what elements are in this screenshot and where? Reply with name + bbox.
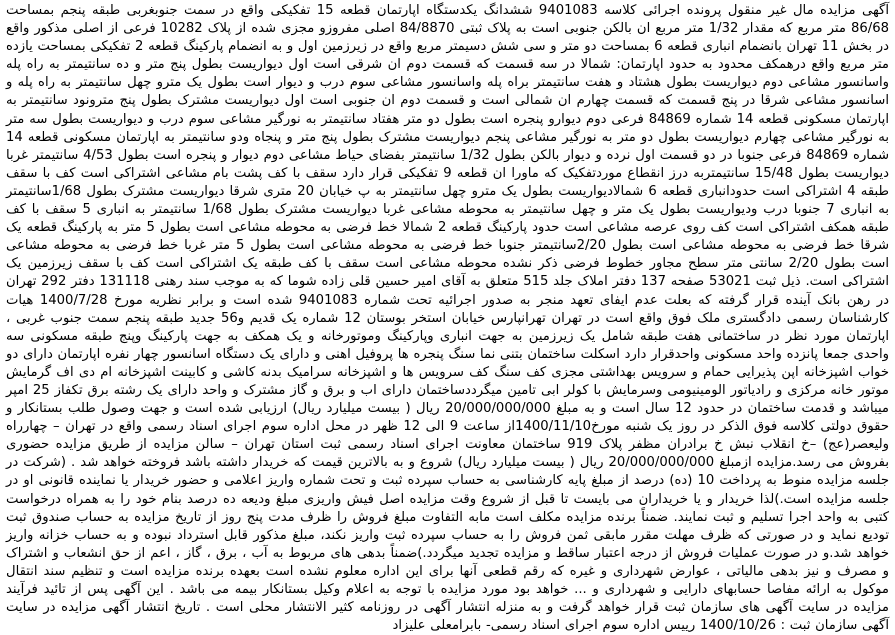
- auction-notice-text: آگهی مزایده مال غیر منقول پرونده اجرائی کلاسه 9401083 ششدانگ یکدستگاه اپارتمان قطعه 15 تفکیکی واقع در سمت جنوبغربی طبقه پنجم بمساحت 86/68 متر مربع که مقدار 1/32 متر مربع ان بالکن جنوبی است به پلاک ثبتی 84/8870 اصلی مفروزو مجزی شده از پلاک 10282 فرعی از اصلی مذکور واقع در بخش 11 تهران بانضمام انباری قطعه 6 بمساحت دو متر و سی شش دسیمتر مربع واقع در زیرزمین اول و به انضمام پارکینگ قطعه 2 تفکیکی بمساحت یازده متر مربع واقع درهمکف محدود به حدود اپارتمان: شمالا در سه قسمت که قسمت دوم ان شرقی است اول دیواریست بطول پنج متر و ده سانتیمتر به راه پله واسانسور مشاعی دوم دیواریست بطول هشتاد و هفت سانتیمتر براه پله واسانسور مشاعی سوم درب و دیوار است بطول یک مترو چهل سانتیمتر به راه پله و اسانسور مشاعی شرقا در پنج قسمت که قسمت چهارم ان شمالی است و قسمت دوم ان جنوبی است اول دیواریست مشترک بطول پنج مترونود سانتیمتر به اپارتمان مسکونی قطعه 14 شماره 84869 فرعی دوم دیوارو پنجره است بطول دو متر هفتاد سانتیمتر به نورگیر مشاعی سوم درب و دیواریست بطول سه متر به نورگیر مشاعی چهارم دیواریست بطول دو متر به نورگیر مشاعی پنجم دیواریست مشترک بطول پنج متر و پنجاه ودو سانتیمتر به اپارتمان مسکونی قطعه 14 شماره 84869 فرعی جنوبا در دو قسمت اول نرده و دیوار بالکن بطول 1/32 سانتیمتر بفضای حیاط مشاعی دوم دیوار و پنجره است بطول 4/53 سانتیمتر غربا دیواریست بطول 15/48 سانتیمتربه درز انقطاع موردتفکیک که ماورا ان قطعه 9 تفکیکی قرار دارد سقف با کف پشت بام مشاعی اشتراکی است کف با سقف طبقه 4 اشتراکی است حدودانباری قطعه 6 شمالادیواریست بطول یک مترو چهل سانتیمتر به پ خیابان 20 متری شرقا دیواریست مشترک بطول 1/68سانتیمتر به انباری 7 جنوبا درب ودیواریست بطول یک متر و چهل سانتیمتر به محوطه مشاعی غربا دیواریست مشترک بطول 1/68 سانتیمتر به انباری 5 سقف با کف طبقه همکف اشتراکی است کف روی عرصه مشاعی است حدود پارکینگ قطعه 2 شمالا خط فرضی به محوطه مشاعی است بطول 5 متر به پارکینگ قطعه یک شرقا خط فرضی به محوطه مشاعی است بطول 2/20سانتیمتر جنوبا خط فرضی به محوطه مشاعی است بطول 5 متر غربا خط فرضی به محوطه مشاعی است بطول 2/20 سانتی متر سطح مجاور خطوط فرضی ذکر نشده محوطه مشاعی است سقف با کف طبقه یک اشتراکی است کف با سقف زیرزمین یک اشتراکی است. ذیل ثبت 53021 صفحه 137 دفتر املاک جلد 515 متعلق به آقای امیر حسین قلی زاده شوما که به موجب سند رهنی 131118 دفتر 292 تهران در رهن بانک آینده قرار گرفته که بعلت عدم ایفای تعهد منجر به صدور اجرائیه تحت شماره 9401083 شده است و برابر نظریه مورخ 1400/7/28 هیات کارشناسان رسمی دادگستری ملک فوق واقع است در تهران تهرانپارس خیابان استخر بوستان 12 شماره یک قدیم و56 جدید طبقه پنجم سمت جنوب غربی ، اپارتمان مورد نظر در ساختمانی هفت طبقه شامل یک زیرزمین به جهت انباری وپارکینگ وموتورخانه و یک همکف به جهت پارکینگ وپنج طبقه مسکونی سه واحدی جمعا پانزده واحد مسکونی واحدقرار دارد اسکلت ساختمان بتنی نما سنگ پنجره ها پروفیل اهنی و دارای یک دستگاه اسانسور چهار نفره اپارتمان دارای دو خواب اشپزخانه اپن پذیرایی حمام و سرویس بهداشتی مجزی کف سنگ کف سرویس ها و اشپزخانه سرامیک بدنه کاشی و کابینت اشپزخانه ام دی اف گرمایش موتور خانه مرکزی و رادیاتور الومینیومی وسرمایش با کولر ابی تامین میگرددساختمان دارای اب و برق و گاز مشترک و واحد دارای یک رشته برق تکفاز 25 امپر میباشد و قدمت ساختمان در حدود 12 سال است و به مبلغ 20/000/000/000 ریال ( بیست میلیارد ریال) ارزیابی شده است و جهت وصول طلب بستانکار و حقوق دولتی کلاسه فوق الذکر در روز یک شنبه مورخ1400/11/10از ساعت 9 الی 12 ظهر در محل اداره سوم اجرای اسناد رسمی واقع در تهران – چهارراه ولیعصر(عج) –خ انقلاب نبش خ برادران مظفر پلاک 919 ساختمان معاونت اجرای اسناد رسمی ثبت استان تهران – سالن مزایده از طریق مزایده حضوری بفروش می رسد.مزایده ازمبلغ 20/000/000/000 ریال ( بیست میلیارد ریال) شروع و به بالاترین قیمت که خریدار داشته باشد فروخته خواهد شد . (شرکت در جلسه مزایده منوط به پرداخت 10 (ده) درصد از مبلغ پایه کارشناسی به حساب سپرده ثبت و تحت شماره واریز اعلامی و حضور خریدار یا نماینده قانونی او در جلسه مزایده است.)لذا خریدار و یا خریداران می بایست تا قبل از شروع وقت مزایده اصل فیش واریزی مبلغ ودیعه ده درصد بنام خود را به همراه درخواست کتبی به واحد اجرا تسلیم و ثبت نمایند. ضمناً برنده مزایده مکلف است مابه التفاوت مبلغ فروش را ظرف مدت پنج روز از تاریخ مزایده به حساب صندوق ثبت تودیع نماید و در صورتی که ظرف مهلت مقرر مابقی ثمن فروش را به حساب سپرده ثبت واریز نکند، مبلغ مذکور قابل استرداد نبوده و به حساب خزانه واریز خواهد شد.و در صورت عملیات فروش از درجه اعتبار ساقط و مزایده تجدید میگردد.)ضمناً بدهی های مربوط به آب ، برق ، گاز ، اعم از حق انشعاب و اشتراک و مصرف و نیز بدهی مالیاتی ، عوارض شهرداری و غیره که رقم قطعی آنها برای این اداره معلوم نشده است بعهده برنده مزایده است و تنظیم سند انتقال موکول به ارائه مفاصا حسابهای دارایی و شهرداری و ... خواهد بود مورد مزایده با توجه به اعلام وکیل بستانکار بیمه می باشد . این آگهی پس از تائید فرآیند مزایده در سایت آگهی های سازمان ثبت قرار خواهد گرفت و به منزله انتشار آگهی در روزنامه کثیر الانتشار محلی است . تاریخ انتشار آگهی مزایده در سایت آگهی سازمان ثبت : 1400/10/26 رییس اداره سوم اجرای اسناد رسمی- بابرامعلی علیزاد: [1, 3, 890, 634]
